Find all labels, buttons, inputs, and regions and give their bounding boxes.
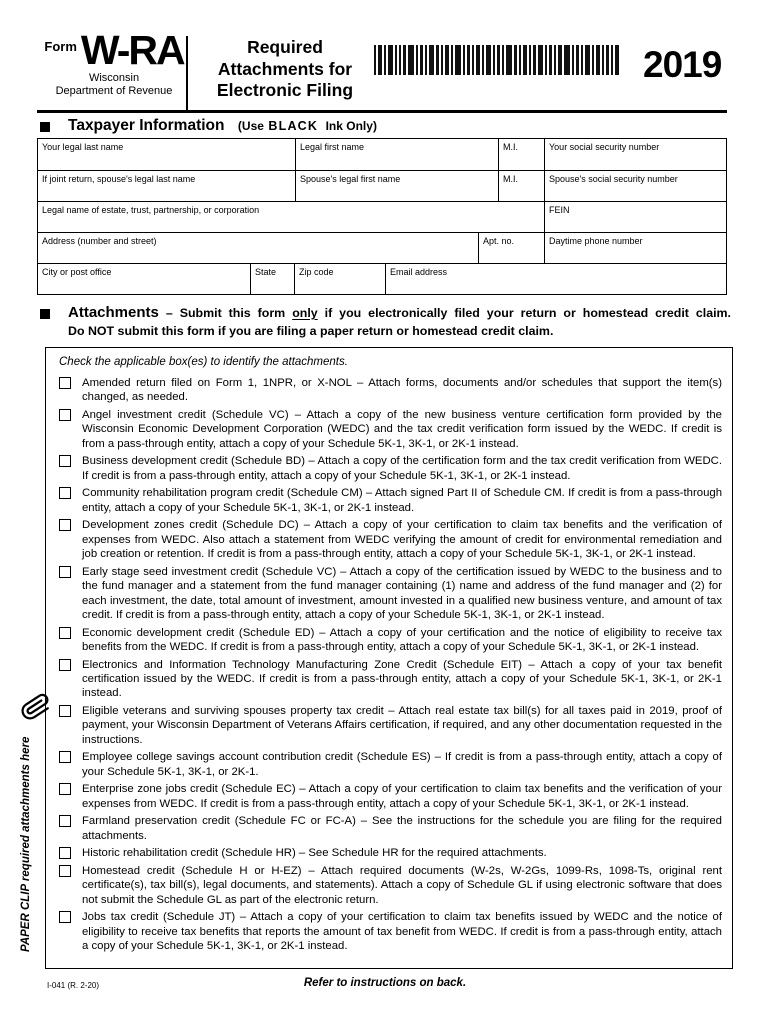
field-state[interactable]: State xyxy=(250,264,294,294)
form-code: I-041 (R. 2-20) xyxy=(47,981,100,990)
section-bullet-attachments xyxy=(40,309,50,319)
checkbox-electronics-it-zone[interactable] xyxy=(59,659,71,671)
field-spouse-last-name[interactable]: If joint return, spouse's legal last name xyxy=(42,174,196,184)
checkbox-historic-rehabilitation[interactable] xyxy=(59,847,71,859)
field-apt-no[interactable]: Apt. no. xyxy=(478,233,544,263)
only-underlined: only xyxy=(292,306,318,320)
taxpayer-section-heading: Taxpayer Information (Use BLACK Ink Only) xyxy=(68,117,377,134)
form-title: Required Attachments for Electronic Filing xyxy=(216,37,354,100)
barcode-icon xyxy=(374,45,624,75)
field-legal-last-name[interactable]: Your legal last name xyxy=(42,142,124,152)
list-item-eligible-veterans: Eligible veterans and surviving spouses property tax credit – Attach real estate tax bill(s) for all taxes paid in 2019, proof of payment, your Wisconsin Department of Veterans Affairs certification, if required, and any other documentation requested in the instructions. xyxy=(59,704,722,747)
list-item-enterprise-zone-jobs: Enterprise zone jobs credit (Schedule EC) – Attach a copy of your certification to claim tax benefits and the verification of your expenses from WEDC. If credit is from a pass-through entity, attach a copy of your Schedule 5K-1, 3K-1, or 2K-1 instead. xyxy=(59,782,722,811)
section-bullet-taxpayer xyxy=(40,122,50,132)
table-row xyxy=(38,201,726,232)
table-row xyxy=(38,139,726,170)
tax-year: 2019 xyxy=(643,44,722,85)
field-daytime-phone[interactable]: Daytime phone number xyxy=(544,233,726,263)
list-item-amended-return: Amended return filed on Form 1, 1NPR, or X-NOL – Attach forms, documents and/or schedules that support the item(s) changed, as needed. xyxy=(59,376,722,405)
list-item-economic-development: Economic development credit (Schedule ED) – Attach a copy of your certification and the notice of eligibility to receive tax benefits from the WEDC. If credit is from a pass-through entity, attach a copy of your Schedule 5K-1, 3K-1, or 2K-1 instead. xyxy=(59,626,722,655)
checkbox-angel-investment[interactable] xyxy=(59,409,71,421)
list-item-angel-investment: Angel investment credit (Schedule VC) – Attach a copy of the new business venture certification form provided by the Wisconsin Economic Development Corporation (WEDC) and the tax credit verification form issued by the WEDC. If credit is from a pass-through entity, attach a copy of your Schedule 5K-1, 3K-1, or 2K-1 instead. xyxy=(59,408,722,451)
table-row xyxy=(38,232,726,263)
taxpayer-info-table xyxy=(37,138,727,295)
header-divider xyxy=(186,36,188,110)
checkbox-jobs-tax-credit[interactable] xyxy=(59,911,71,923)
attachments-heading-line2: Do NOT submit this form if you are filing a paper return or homestead credit claim. xyxy=(68,324,554,338)
black-ink-emphasis: BLACK xyxy=(268,119,319,133)
form-identifier xyxy=(38,27,190,97)
checkbox-economic-development[interactable] xyxy=(59,627,71,639)
list-item-early-stage-seed: Early stage seed investment credit (Schedule VC) – Attach a copy of the certification issued by WEDC to the business and to the fund manager and a statement from the fund manager containing (1) name and address of the fund manager and (2) for each investment, the date, total amount of investment, amount invested in a qualified new business venture, and amount of tax credit. If credit is from a pass-through entity, attach a copy of your Schedule 5K-1, 3K-1, or 2K-1 instead. xyxy=(59,565,722,623)
checkbox-amended-return[interactable] xyxy=(59,377,71,389)
list-item-business-development: Business development credit (Schedule BD) – Attach a copy of the certification form and the tax credit verification from WEDC. If credit is from a pass-through entity, attach a copy of your Schedule 5K-1, 3K-1, or 2K-1 instead. xyxy=(59,454,722,483)
paperclip-instruction-label: PAPER CLIP required attachments here xyxy=(20,736,32,952)
field-middle-initial[interactable]: M.I. xyxy=(498,139,544,170)
attachments-section-heading: Attachments – Submit this form only if you electronically filed your return or homestead credit claim. Do NOT submit this form if you are filing a paper return or homestead credit claim. xyxy=(68,304,731,338)
list-item-employee-college-savings: Employee college savings account contribution credit (Schedule ES) – If credit is from a pass-through entity, attach a copy of your Schedule 5K-1, 3K-1, or 2K-1. xyxy=(59,750,722,779)
list-item-development-zones: Development zones credit (Schedule DC) – Attach a copy of your certification to claim tax benefits and the verification of expenses from WEDC. Also attach a statement from WEDC verifying the amount of credit for environmental remediation and job creation or retention. If credit is from a pass-through entity, attach a copy of your Schedule 5K-1, 3K-1, or 2K-1 instead. xyxy=(59,518,722,561)
form-number: W-RA xyxy=(80,27,184,73)
checkbox-homestead-credit[interactable] xyxy=(59,865,71,877)
checkbox-employee-college-savings[interactable] xyxy=(59,751,71,763)
agency-line1: Wisconsin xyxy=(88,72,140,84)
attachments-heading: Attachments xyxy=(68,304,159,321)
checkbox-eligible-veterans[interactable] xyxy=(59,705,71,717)
checkbox-enterprise-zone-jobs[interactable] xyxy=(59,783,71,795)
checkbox-early-stage-seed[interactable] xyxy=(59,566,71,578)
header-rule xyxy=(37,110,727,113)
list-item-historic-rehabilitation: Historic rehabilitation credit (Schedule HR) – See Schedule HR for the required attachments. xyxy=(59,846,722,860)
list-item-farmland-preservation: Farmland preservation credit (Schedule FC or FC-A) – See the instructions for the schedule you are filing for the required attachments. xyxy=(59,814,722,843)
agency-line2: Department of Revenue xyxy=(55,84,173,97)
checklist-instruction: Check the applicable box(es) to identify the attachments. xyxy=(59,356,348,368)
field-spouse-first-name[interactable]: Spouse's legal first name xyxy=(295,171,498,201)
field-fein[interactable]: FEIN xyxy=(544,202,726,232)
table-row xyxy=(38,263,726,294)
field-zip[interactable]: Zip code xyxy=(294,264,385,294)
table-row xyxy=(38,170,726,201)
checkbox-farmland-preservation[interactable] xyxy=(59,815,71,827)
field-email[interactable]: Email address xyxy=(385,264,726,294)
field-address[interactable]: Address (number and street) xyxy=(42,236,157,246)
list-item-jobs-tax-credit: Jobs tax credit (Schedule JT) – Attach a copy of your certification to claim tax benefits issued by WEDC and the notice of eligibility to receive tax benefits that reports the amount of tax benefit from WEDC. If credit is from a pass-through entity, attach a copy of your Schedule 5K-1, 3K-1, or 2K-1 instead. xyxy=(59,910,722,953)
checkbox-community-rehabilitation[interactable] xyxy=(59,487,71,499)
field-legal-first-name[interactable]: Legal first name xyxy=(295,139,498,170)
attachments-checklist-box xyxy=(45,347,733,969)
list-item-community-rehabilitation: Community rehabilitation program credit (Schedule CM) – Attach signed Part II of Schedule CM. If credit is from a pass-through entity, attach a copy of your Schedule 5K-1, 3K-1, or 2K-1 instead. xyxy=(59,486,722,515)
form-word-label: Form xyxy=(44,39,77,54)
field-city[interactable]: City or post office xyxy=(42,267,112,277)
checkbox-business-development[interactable] xyxy=(59,455,71,467)
field-entity-name[interactable]: Legal name of estate, trust, partnership, or corporation xyxy=(42,205,260,215)
field-ssn[interactable]: Your social security number xyxy=(544,139,726,170)
footer-note: Refer to instructions on back. xyxy=(303,977,467,989)
field-spouse-middle-initial[interactable]: M.I. xyxy=(498,171,544,201)
checkbox-development-zones[interactable] xyxy=(59,519,71,531)
field-spouse-ssn[interactable]: Spouse's social security number xyxy=(544,171,726,201)
taxpayer-heading: Taxpayer Information xyxy=(68,117,225,134)
list-item-electronics-it-zone: Electronics and Information Technology Manufacturing Zone Credit (Schedule EIT) – Attach a copy of your tax benefit certification issued by the WEDC. If credit is from a pass-through entity, attach a copy of your Schedule 5K-1, 3K-1, or 2K-1 instead. xyxy=(59,658,722,701)
list-item-homestead-credit: Homestead credit (Schedule H or H-EZ) – Attach required documents (W-2s, W-2Gs, 1099-Rs, 1098-Ts, original rent certificate(s), tax bill(s), legal documents, and statements). Attach a copy of Schedule GL if using electronic software that does not submit the Schedule GL as part of the electronic return. xyxy=(59,864,722,907)
